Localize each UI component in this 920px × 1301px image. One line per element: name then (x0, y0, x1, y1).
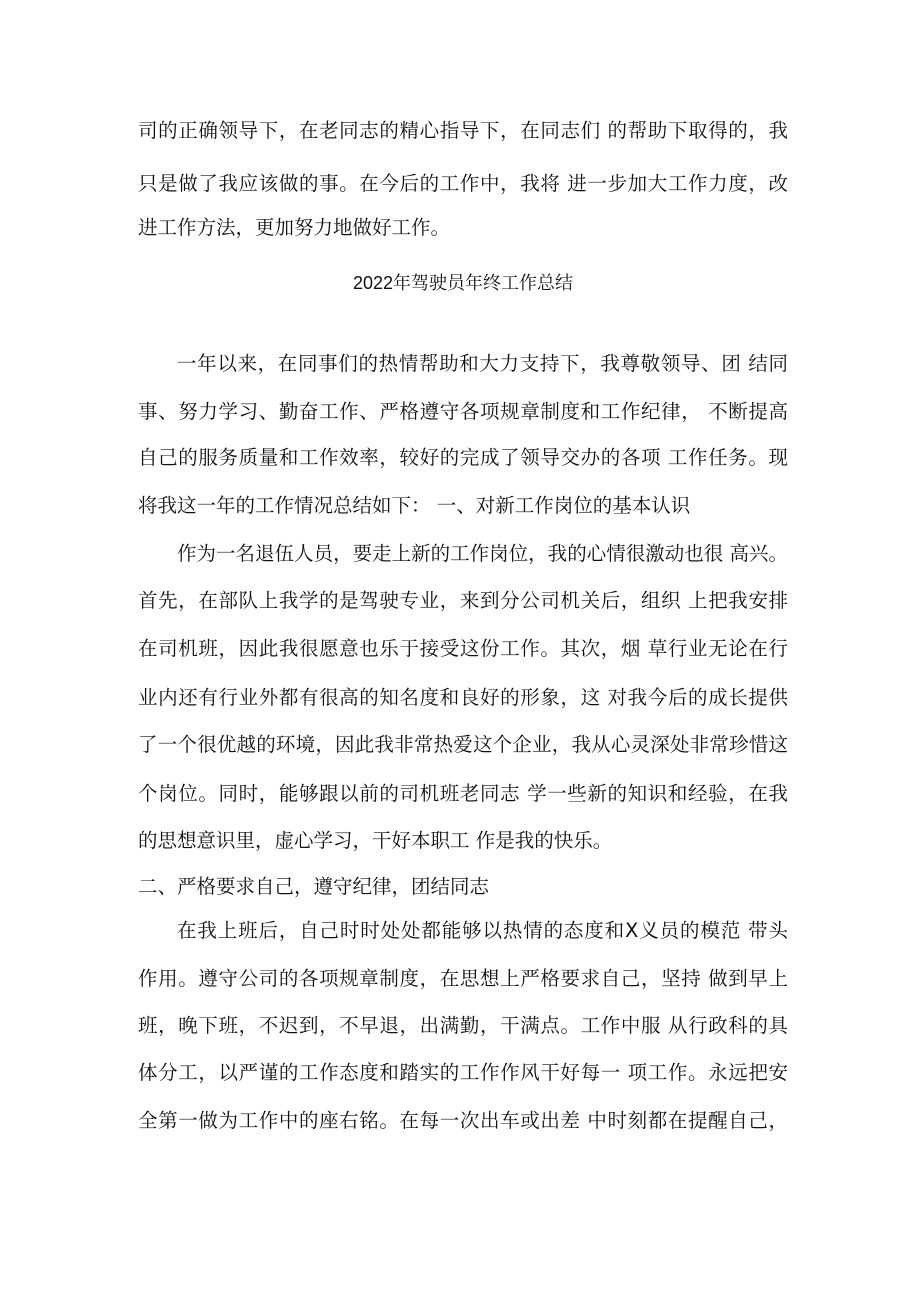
paragraph-line: 的思想意识里，虚心学习，干好本职工 作是我的快乐。 (138, 829, 613, 852)
intro-line: 司的正确领导下，在老同志的精心指导下，在同志们 的帮助下取得的，我 (138, 119, 788, 142)
paragraph-line: 首先，在部队上我学的是驾驶专业，来到分公司机关后，组织 上把我安排 (138, 589, 788, 612)
paragraph-line: 作用。遵守公司的各项规章制度，在思想上严格要求自己，坚持 做到早上 (138, 967, 788, 990)
paragraph-line: 一年以来，在同事们的热情帮助和大力支持下，我尊敬领导、团 结同 (177, 352, 788, 375)
paragraph-line: 体分工，以严谨的工作态度和踏实的工作作风干好每一 项工作。永远把安 (138, 1061, 788, 1084)
paragraph-line: 将我这一年的工作情况总结如下： 一、对新工作岗位的基本认识 (138, 494, 691, 517)
paragraph-line: 作为一名退伍人员，要走上新的工作岗位，我的心情很激动也很 高兴。 (177, 542, 788, 565)
intro-line: 进工作方法，更加努力地做好工作。 (138, 216, 451, 239)
paragraph-line: 事、努力学习、勤奋工作、严格遵守各项规章制度和工作纪律， 不断提高 (138, 400, 788, 423)
section-heading: 二、严格要求自己，遵守纪律，团结同志 (138, 875, 490, 898)
paragraph-line: 班，晚下班，不迟到，不早退，出满勤，干满点。工作中服 从行政科的具 (138, 1014, 788, 1037)
paragraph-line: 业内还有行业外都有很高的知名度和良好的形象，这 对我今后的成长提供 (138, 686, 788, 709)
paragraph-line: 在司机班，因此我很愿意也乐于接受这份工作。其次，烟 草行业无论在行 (138, 637, 788, 660)
paragraph-line: 自己的服务质量和工作效率，较好的完成了领导交办的各项 工作任务。现 (138, 446, 788, 469)
paragraph-line: 了一个很优越的环境，因此我非常热爱这个企业，我从心灵深处非常珍惜这 (138, 733, 788, 756)
paragraph-line: 全第一做为工作中的座右铭。在每一次出车或出差 中时刻都在提醒自己， (138, 1109, 788, 1132)
paragraph-line: 在我上班后，自己时时处处都能够以热情的态度和X义员的模范 带头 (177, 919, 788, 942)
intro-line: 只是做了我应该做的事。在今后的工作中，我将 进一步加大工作力度，改 (138, 172, 788, 195)
document-title: 2022年驾驶员年终工作总结 (352, 273, 574, 293)
paragraph-line: 个岗位。同时，能够跟以前的司机班老同志 学一些新的知识和经验，在我 (138, 782, 788, 805)
